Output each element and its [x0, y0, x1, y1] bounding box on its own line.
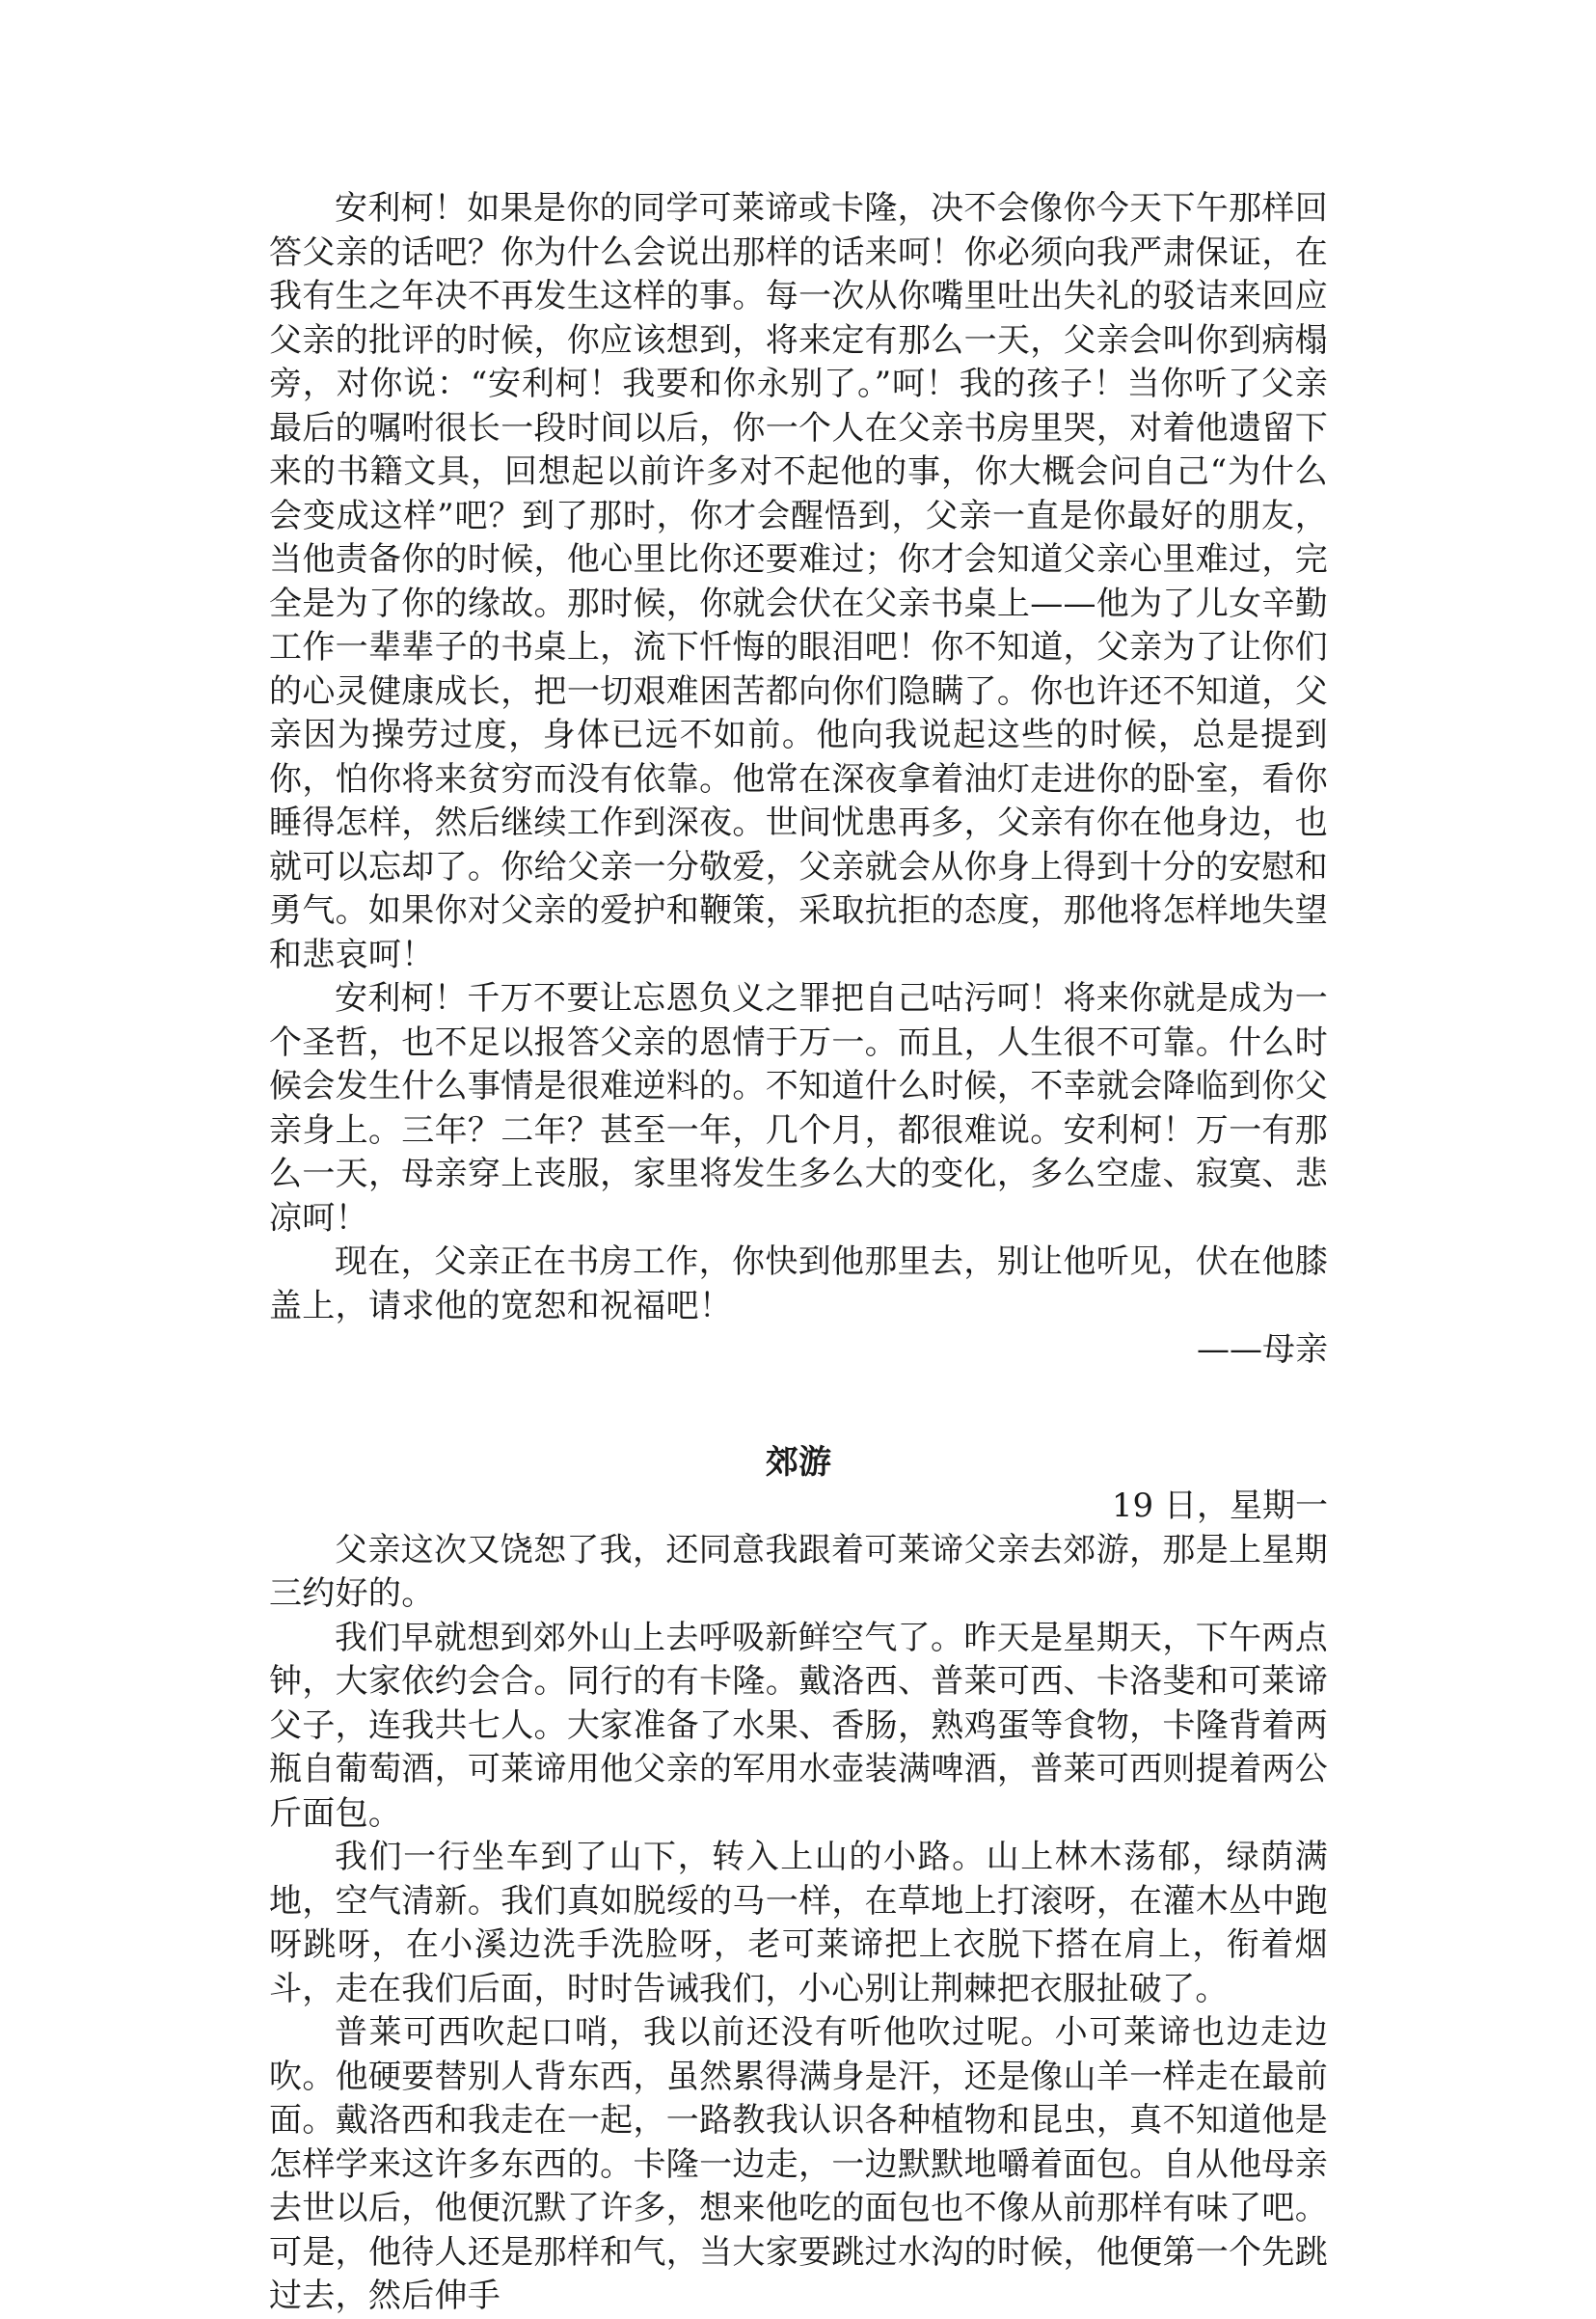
letter-signature: ——母亲 [1197, 1330, 1328, 1369]
section-date: 19 日，星期一 [1111, 1487, 1328, 1525]
section-paragraph-2: 我们早就想到郊外山上去呼吸新鲜空气了。昨天是星期天，下午两点钟，大家依约会合。同行的有卡隆。戴洛西、普莱可西、卡洛斐和可莱谛父子，连我共七人。大家准备了水果、香肠，熟鸡蛋等食物，卡隆背着两瓶自葡萄酒，可莱谛用他父亲的军用水壶装满啤酒，普莱可西则提着两公斤面包。 [269, 1618, 1328, 1833]
section-spacer [269, 1373, 1328, 1441]
section-title: 郊游 [766, 1442, 831, 1482]
letter-paragraph-1: 安利柯！如果是你的同学可莱谛或卡隆，决不会像你今天下午那样回答父亲的话吧？你为什么会说出那样的话来呵！你必须向我严肃保证，在我有生之年决不再发生这样的事。每一次从你嘴里吐出失礼的驳诘来回应父亲的批评的时候，你应该想到，将来定有那么一天，父亲会叫你到病榻旁，对你说：“安利柯！我要和你永别了。”呵！我的孩子！当你听了父亲最后的嘱咐很长一段时间以后，你一个人在父亲书房里哭，对着他遗留下来的书籍文具，回想起以前许多对不起他的事，你大概会问自己“为什么会变成这样”吧？到了那时，你才会醒悟到，父亲一直是你最好的朋友，当他责备你的时候，他心里比你还要难过；你才会知道父亲心里难过，完全是为了你的缘故。那时候，你就会伏在父亲书桌上——他为了儿女辛勤工作一辈辈子的书桌上，流下忏悔的眼泪吧！你不知道，父亲为了让你们的心灵健康成长，把一切艰难困苦都向你们隐瞒了。你也许还不知道，父亲因为操劳过度，身体已远不如前。他向我说起这些的时候，总是提到你，怕你将来贫穷而没有依靠。他常在深夜拿着油灯走进你的卧室，看你睡得怎样，然后继续工作到深夜。世间忧患再多，父亲有你在他身边，也就可以忘却了。你给父亲一分敬爱，父亲就会从你身上得到十分的安慰和勇气。如果你对父亲的爱护和鞭策，采取抗拒的态度，那他将怎样地失望和悲哀呵！ [269, 189, 1328, 974]
section-paragraph-3: 我们一行坐车到了山下，转入上山的小路。山上林木荡郁，绿荫满地，空气清新。我们真如脱绥的马一样，在草地上打滚呀，在灌木丛中跑呀跳呀，在小溪边洗手洗脸呀，老可莱谛把上衣脱下搭在肩上，衔着烟斗，走在我们后面，时时告诫我们，小心别让荆棘把衣服扯破了。 [269, 1838, 1328, 2008]
letter-paragraph-2: 安利柯！千万不要让忘恩负义之罪把自己咕污呵！将来你就是成为一个圣哲，也不足以报答父亲的恩情于万一。而且，人生很不可靠。什么时候会发生什么事情是很难逆料的。不知道什么时候，不幸就会降临到你父亲身上。三年？二年？甚至一年，几个月，都很难说。安利柯！万一有那么一天，母亲穿上丧服，家里将发生多么大的变化，多么空虚、寂寞、悲凉呵！ [269, 979, 1328, 1238]
section-paragraph-1: 父亲这次又饶恕了我，还同意我跟着可莱谛父亲去郊游，那是上星期三约好的。 [269, 1530, 1328, 1613]
section-paragraph-4: 普莱可西吹起口哨，我以前还没有听他吹过呢。小可莱谛也边走边吹。他硬要替别人背东西，虽然累得满身是汗，还是像山羊一样走在最前面。戴洛西和我走在一起，一路教我认识各种植物和昆虫，真不知道他是怎样学来这许多东西的。卡隆一边走，一边默默地嚼着面包。自从他母亲去世以后，他便沉默了许多，想来他吃的面包也不像从前那样有味了吧。可是，他待人还是那样和气，当大家要跳过水沟的时候，他便第一个先跳过去，然后伸手 [269, 2013, 1328, 2315]
letter-paragraph-3: 现在，父亲正在书房工作，你快到他那里去，别让他听见，伏在他膝盖上，请求他的宽恕和祝福吧！ [269, 1242, 1328, 1325]
document-page [269, 187, 1328, 2319]
